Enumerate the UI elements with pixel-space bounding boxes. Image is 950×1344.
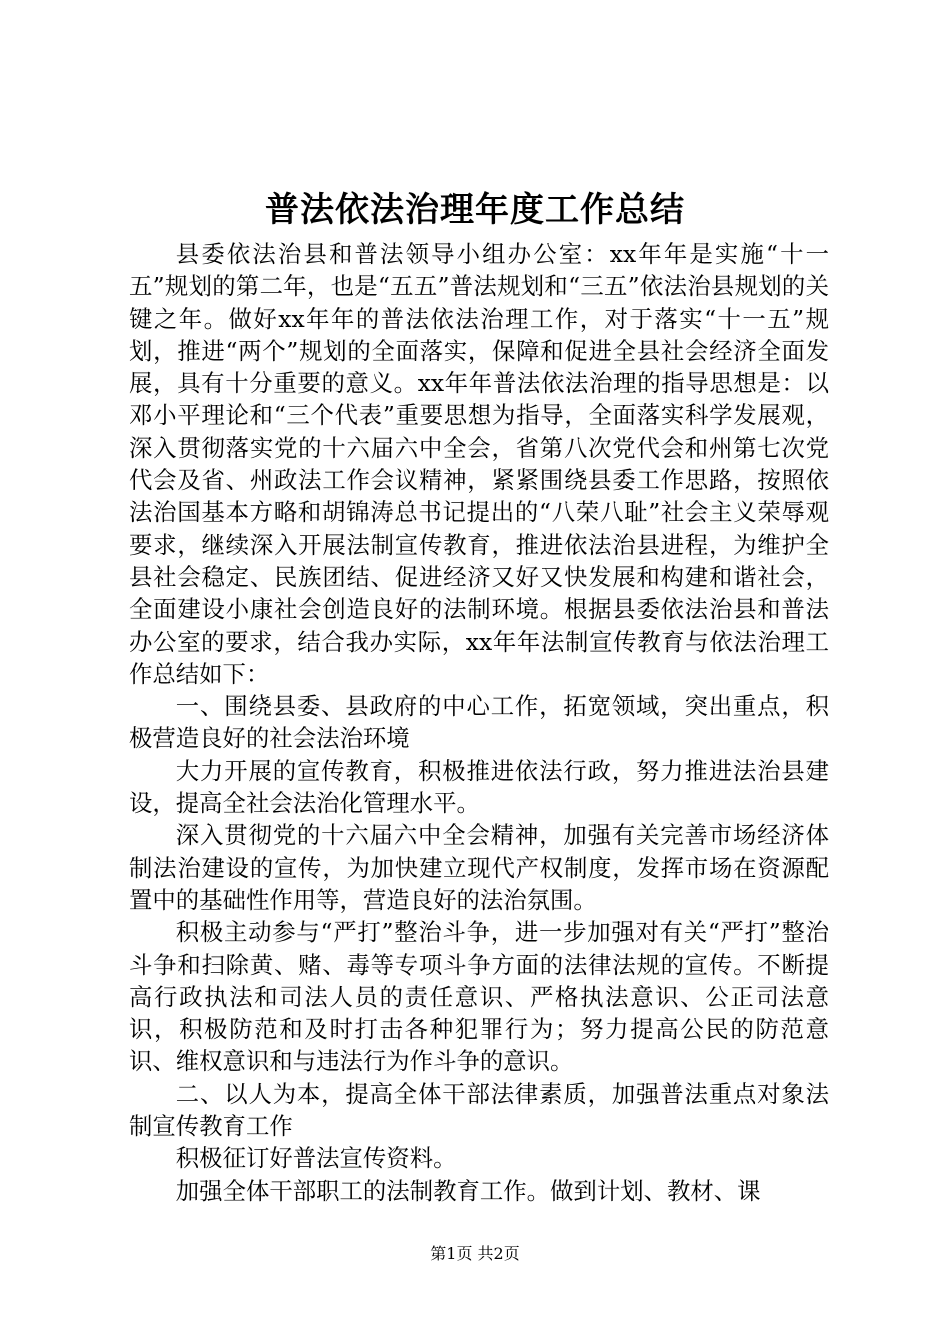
page-number-footer: 第1页 共2页 — [430, 1244, 520, 1263]
paragraph-market-economy: 深入贯彻党的十六届六中全会精神，加强有关完善市场经济体制法治建设的宣传，为加快建立现代产权制度，发挥市场在资源配置中的基础性作用等，营造良好的法治氛围。 — [129, 821, 829, 914]
paragraph-materials: 积极征订好普法宣传资料。 — [175, 1144, 457, 1173]
paragraph-cadre-education: 加强全体干部职工的法制教育工作。做到计划、教材、课 — [175, 1176, 761, 1205]
paragraph-section-2-heading: 二、以人为本，提高全体干部法律素质，加强普法重点对象法制宣传教育工作 — [129, 1079, 829, 1141]
document-title: 普法依法治理年度工作总结 — [265, 190, 685, 230]
paragraph-strike-hard: 积极主动参与“严打”整治斗争，进一步加强对有关“严打”整治斗争和扫除黄、赌、毒等专项斗争方面的法律法规的宣传。不断提高行政执法和司法人员的责任意识、严格执法意识、公正司法意识，积极防范和及时打击各种犯罪行为；努力提高公民的防范意识、维权意识和与违法行为作斗争的意识。 — [129, 918, 829, 1076]
document-body — [129, 238, 829, 1207]
paragraph-section-1-heading: 一、围绕县委、县政府的中心工作，拓宽领域，突出重点，积极营造良好的社会法治环境 — [129, 692, 829, 753]
paragraph-publicity: 大力开展的宣传教育，积极推进依法行政，努力推进法治县建设，提高全社会法治化管理水平。 — [129, 756, 829, 818]
paragraph-intro: 县委依法治县和普法领导小组办公室：xx年年是实施“十一五”规划的第二年，也是“五五”普法规划和“三五”依法治县规划的关键之年。做好xx年年的普法依法治理工作，对于落实“十一五”规划，推进“两个”规划的全面落实，保障和促进全县社会经济全面发展，具有十分重要的意义。xx年年普法依法治理的指导思想是：以邓小平理论和“三个代表”重要思想为指导，全面落实科学发展观，深入贯彻落实党的十六届六中全会，省第八次党代会和州第七次党代会及省、州政法工作会议精神，紧紧围绕县委工作思路，按照依法治国基本方略和胡锦涛总书记提出的“八荣八耻”社会主义荣辱观要求，继续深入开展法制宣传教育，推进依法治县进程，为维护全县社会稳定、民族团结、促进经济又好又快发展和构建和谐社会，全面建设小康社会创造良好的法制环境。根据县委依法治县和普法办公室的要求，结合我办实际，xx年年法制宣传教育与依法治理工作总结如下： — [129, 240, 829, 688]
